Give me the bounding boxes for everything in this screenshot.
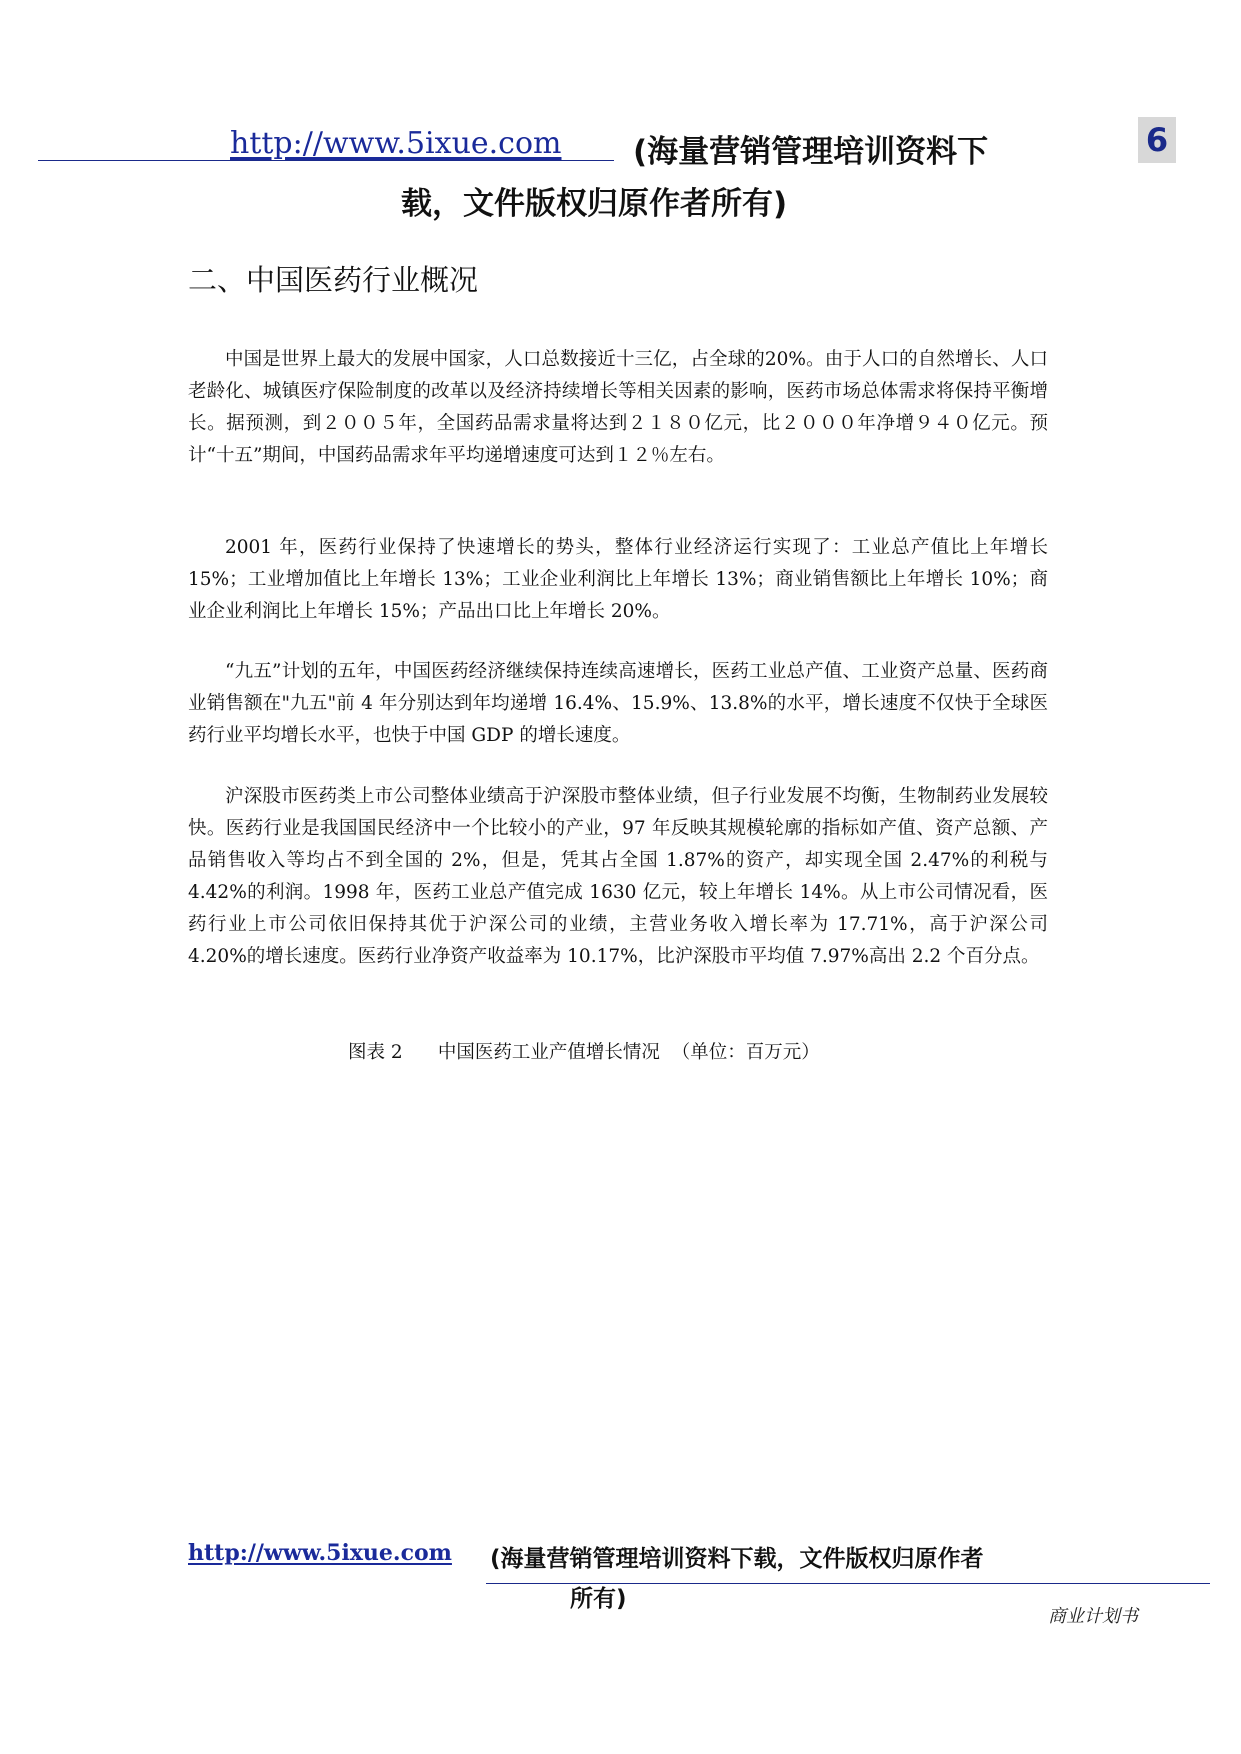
paragraph-text: 2001 年，医药行业保持了快速增长的势头，整体行业经济运行实现了：工业总产值比上年增长 15%；工业增加值比上年增长 13%；工业企业利润比上年增长 13%；商业销售额比上年增长 10%；商业企业利润比上年增长 15%；产品出口比上年增长 20%。 xyxy=(188,537,1048,622)
header-note-line2: 载，文件版权归原作者所有) xyxy=(401,186,788,222)
header-url-link[interactable]: http://www.5ixue.com xyxy=(230,126,562,161)
paragraph-text: 沪深股市医药类上市公司整体业绩高于沪深股市整体业绩，但子行业发展不均衡，生物制药业发展较快。医药行业是我国国民经济中一个比较小的产业，97 年反映其规模轮廓的指标如产值、资产总额、产品销售收入等均占不到全国的 2%，但是，凭其占全国 1.87%的资产，却实现全国 2.47%的利税与 4.42%的利润。1998 年，医药工业总产值完成 1630 亿元，较上年增长 14%。从上市公司情况看，医药行业上市公司依旧保持其优于沪深公司的业绩，主营业务收入增长率为 17.71%，高于沪深公司 4.20%的增长速度。医药行业净资产收益率为 10.17%，比沪深股市平均值 7.97%高出 2.2 个百分点。 xyxy=(188,786,1048,967)
section-title: 二、中国医药行业概况 xyxy=(188,263,479,297)
figure-caption: 图表 2 中国医药工业产值增长情况 （单位：百万元） xyxy=(348,1042,820,1063)
footer-note-line2: 所有) xyxy=(570,1586,627,1612)
header-note-line1: (海量营销管理培训资料下 xyxy=(633,134,989,170)
paragraph-ninth-five-year xyxy=(188,656,1048,752)
footer-note-line1: (海量营销管理培训资料下载，文件版权归原作者 xyxy=(490,1546,984,1572)
footer-document-type: 商业计划书 xyxy=(1048,1606,1138,1627)
footer-url-link[interactable]: http://www.5ixue.com xyxy=(188,1540,452,1566)
page-number: 6 xyxy=(1138,117,1176,163)
paragraph-demand xyxy=(188,344,1048,472)
paragraph-text: “九五”计划的五年，中国医药经济继续保持连续高速增长，医药工业总产值、工业资产总量、医药商业销售额在"九五"前 4 年分别达到年均递增 16.4%、15.9%、13.8%的水平，增长速度不仅快于全球医药行业平均增长水平，也快于中国 GDP 的增长速度。 xyxy=(188,661,1048,746)
paragraph-listed-companies xyxy=(188,781,1048,973)
paragraph-2001-growth xyxy=(188,532,1048,628)
paragraph-text: 中国是世界上最大的发展中国家，人口总数接近十三亿，占全球的20%。由于人口的自然增长、人口老龄化、城镇医疗保险制度的改革以及经济持续增长等相关因素的影响，医药市场总体需求将保持平衡增长。据预测，到２００５年，全国药品需求量将达到２１８０亿元，比２０００年净增９４０亿元。预计“十五”期间，中国药品需求年平均递增速度可达到１２％左右。 xyxy=(188,349,1048,466)
